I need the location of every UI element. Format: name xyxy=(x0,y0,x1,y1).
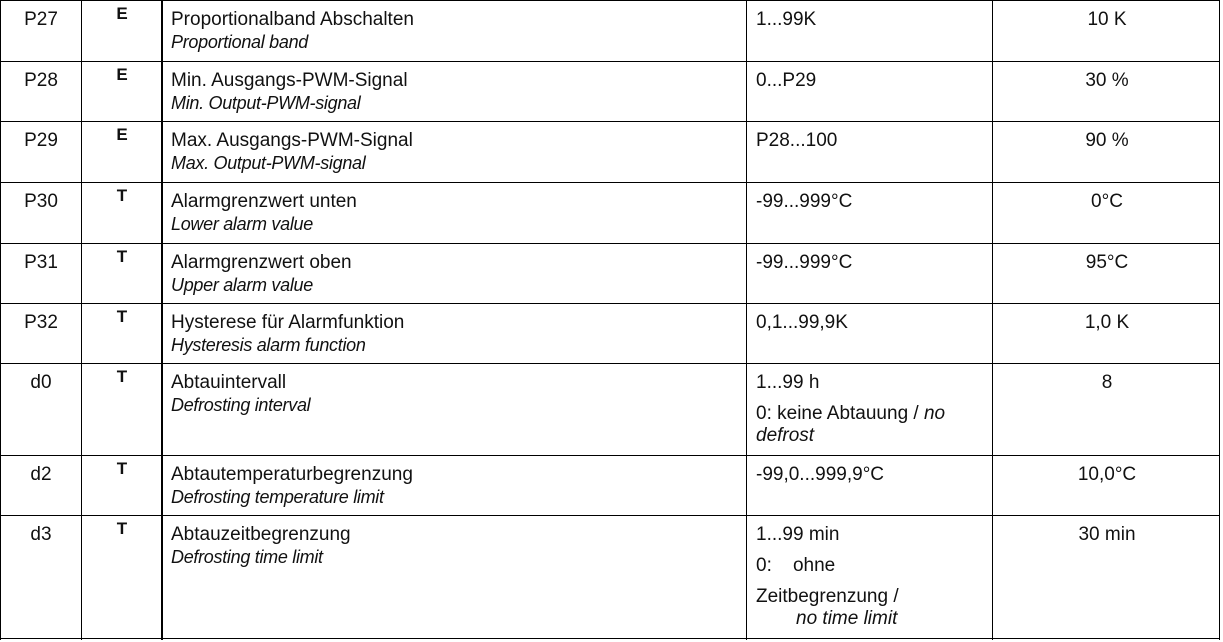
description-german: Min. Ausgangs-PWM-Signal xyxy=(171,70,408,91)
range-line: 1...99 h xyxy=(756,372,820,393)
parameter-type: E xyxy=(116,65,128,84)
table-row xyxy=(0,121,1220,182)
parameter-range: 0...P29 xyxy=(756,70,817,91)
description-german: Alarmgrenzwert oben xyxy=(171,252,352,273)
parameter-range: 1...99K xyxy=(756,9,817,30)
parameter-code: P31 xyxy=(24,252,58,273)
parameter-type: T xyxy=(116,459,128,478)
parameter-description xyxy=(171,0,741,53)
parameter-type: T xyxy=(116,247,128,266)
parameter-default: 30 % xyxy=(1085,70,1129,91)
description-english: Min. Output-PWM-signal xyxy=(171,93,361,113)
range-line: Zeitbegrenzung / xyxy=(756,586,899,607)
parameter-type: T xyxy=(116,367,128,386)
parameter-range: 0,1...99,9K xyxy=(756,312,848,333)
parameter-code: P29 xyxy=(24,130,58,151)
parameter-code: d3 xyxy=(30,524,52,545)
parameter-code: P27 xyxy=(24,9,58,30)
description-german: Hysterese für Alarmfunktion xyxy=(171,312,405,333)
parameter-description xyxy=(171,363,741,416)
table-row xyxy=(0,303,1220,363)
parameter-type: T xyxy=(116,307,128,326)
range-line-english: no time limit xyxy=(796,608,898,629)
parameter-default: 95°C xyxy=(1085,252,1129,273)
parameter-range: -99,0...999,9°C xyxy=(756,464,885,485)
range-line: 0: ohne xyxy=(756,555,836,576)
parameter-default: 10 K xyxy=(1087,9,1127,30)
table-row xyxy=(0,515,1220,638)
parameter-range: -99...999°C xyxy=(756,252,853,273)
description-german: Abtauzeitbegrenzung xyxy=(171,524,351,545)
parameter-range: P28...100 xyxy=(756,130,838,151)
description-english: Lower alarm value xyxy=(171,214,313,234)
parameter-default: 8 xyxy=(1101,372,1113,393)
parameter-default: 0°C xyxy=(1091,191,1123,212)
table-row xyxy=(0,0,1220,61)
parameter-code: P28 xyxy=(24,70,58,91)
parameter-range xyxy=(756,363,988,447)
description-english: Hysteresis alarm function xyxy=(171,335,366,355)
description-german: Alarmgrenzwert unten xyxy=(171,191,357,212)
description-german: Max. Ausgangs-PWM-Signal xyxy=(171,130,413,151)
table-row xyxy=(0,363,1220,455)
parameter-description xyxy=(171,455,741,508)
parameter-type: T xyxy=(116,186,128,205)
parameter-default: 90 % xyxy=(1085,130,1129,151)
parameter-range: -99...999°C xyxy=(756,191,853,212)
description-german: Abtauintervall xyxy=(171,372,287,393)
parameter-description xyxy=(171,515,741,568)
description-english: Defrosting temperature limit xyxy=(171,487,384,507)
table-row xyxy=(0,182,1220,243)
table-row xyxy=(0,243,1220,303)
row-divider xyxy=(0,638,1220,639)
parameter-code: d0 xyxy=(30,372,52,393)
parameter-description xyxy=(171,243,741,296)
parameter-default: 10,0°C xyxy=(1077,464,1137,485)
parameter-type: T xyxy=(116,519,128,538)
description-english: Upper alarm value xyxy=(171,275,313,295)
parameter-description xyxy=(171,61,741,114)
range-line: 1...99 min xyxy=(756,524,840,545)
parameter-type: E xyxy=(116,4,128,23)
parameter-description xyxy=(171,303,741,356)
parameter-range xyxy=(756,515,988,630)
parameter-description xyxy=(171,121,741,174)
parameter-code: P32 xyxy=(24,312,58,333)
range-text-english: no xyxy=(923,403,946,424)
description-english: Defrosting time limit xyxy=(171,547,323,567)
parameter-code: d2 xyxy=(30,464,52,485)
description-german: Abtautemperaturbegrenzung xyxy=(171,464,413,485)
range-text: 0: keine Abtauung / xyxy=(756,403,924,424)
range-line xyxy=(756,403,988,425)
table-row xyxy=(0,455,1220,515)
description-english: Defrosting interval xyxy=(171,395,311,415)
parameter-default: 1,0 K xyxy=(1084,312,1130,333)
parameter-default: 30 min xyxy=(1078,524,1136,545)
table-row xyxy=(0,61,1220,121)
description-german: Proportionalband Abschalten xyxy=(171,9,414,30)
parameter-description xyxy=(171,182,741,235)
parameter-code: P30 xyxy=(24,191,58,212)
parameter-type: E xyxy=(116,125,128,144)
description-english: Max. Output-PWM-signal xyxy=(171,153,366,173)
range-line-english: defrost xyxy=(756,425,815,446)
description-english: Proportional band xyxy=(171,32,309,52)
